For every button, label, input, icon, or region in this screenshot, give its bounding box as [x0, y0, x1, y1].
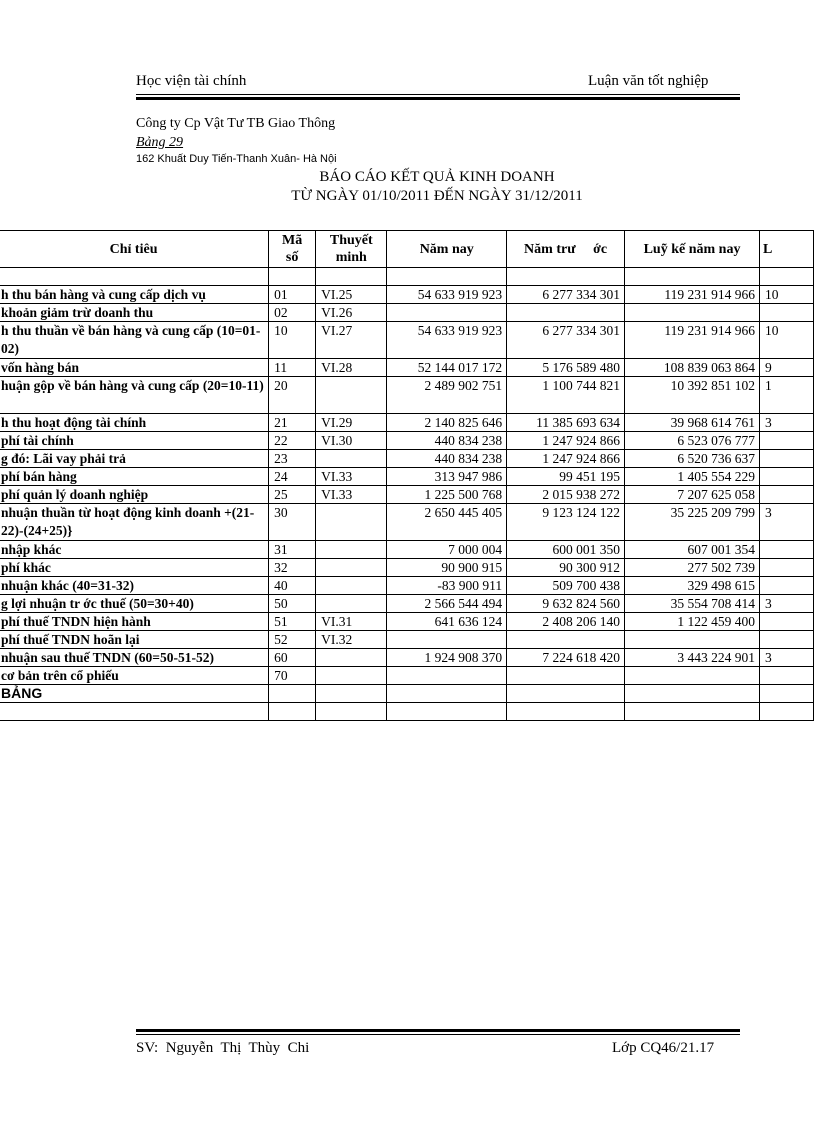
table-row [0, 649, 814, 667]
table-row [0, 595, 814, 613]
row-this-year: 2 566 544 494 [387, 595, 507, 613]
row-cumulative-last [760, 304, 814, 322]
row-label: phí khác [0, 559, 269, 577]
row-cumulative [625, 685, 760, 703]
row-this-year: 1 225 500 768 [387, 486, 507, 504]
row-code: 20 [269, 377, 316, 414]
row-cumulative-last [760, 613, 814, 631]
row-note [316, 504, 387, 541]
company-name: Công ty Cp Vật Tư TB Giao Thông [136, 116, 336, 131]
row-cumulative-last: 3 [760, 595, 814, 613]
row-this-year: 313 947 986 [387, 468, 507, 486]
row-note [316, 703, 387, 721]
row-label: phí thuế TNDN hoãn lại [0, 631, 269, 649]
row-cumulative [625, 667, 760, 685]
row-cumulative: 277 502 739 [625, 559, 760, 577]
row-note: VI.28 [316, 359, 387, 377]
row-last-year: 1 100 744 821 [507, 377, 625, 414]
row-last-year [507, 631, 625, 649]
row-cumulative: 329 498 615 [625, 577, 760, 595]
report-period: TỪ NGÀY 01/10/2011 ĐẾN NGÀY 31/12/2011 [291, 188, 583, 204]
row-cumulative: 6 523 076 777 [625, 432, 760, 450]
footer-class: Lớp CQ46/21.17 [612, 1040, 715, 1056]
row-code: 02 [269, 304, 316, 322]
table-row [0, 613, 814, 631]
row-cumulative: 10 392 851 102 [625, 377, 760, 414]
table-row [0, 322, 814, 359]
row-note [316, 577, 387, 595]
row-last-year: 1 247 924 866 [507, 432, 625, 450]
row-last-year [507, 304, 625, 322]
row-code [269, 685, 316, 703]
table-row [0, 703, 814, 721]
row-label: khoản giảm trừ doanh thu [0, 304, 269, 322]
row-label: nhuận sau thuế TNDN (60=50-51-52) [0, 649, 269, 667]
row-this-year: 440 834 238 [387, 432, 507, 450]
row-label [0, 268, 269, 286]
row-code: 40 [269, 577, 316, 595]
row-cumulative-last [760, 541, 814, 559]
row-cumulative-last [760, 559, 814, 577]
row-this-year [387, 304, 507, 322]
row-cumulative [625, 631, 760, 649]
row-last-year: 99 451 195 [507, 468, 625, 486]
row-this-year: 440 834 238 [387, 450, 507, 468]
row-last-year: 90 300 912 [507, 559, 625, 577]
footer-student: SV: Nguyễn Thị Thùy Chi [136, 1040, 310, 1056]
row-code [269, 703, 316, 721]
row-note [316, 377, 387, 414]
row-cumulative-last [760, 631, 814, 649]
table-row [0, 667, 814, 685]
row-code: 22 [269, 432, 316, 450]
row-code: 51 [269, 613, 316, 631]
row-label: phí thuế TNDN hiện hành [0, 613, 269, 631]
row-cumulative-last [760, 685, 814, 703]
row-label: nhuận thuần từ hoạt động kinh doanh +(21-22)-(24+25)} [0, 504, 269, 541]
col-header-last-year: Năm trư ớc [507, 231, 625, 268]
row-cumulative-last [760, 577, 814, 595]
row-label: phí tài chính [0, 432, 269, 450]
row-note [316, 450, 387, 468]
row-last-year: 509 700 438 [507, 577, 625, 595]
row-note [316, 649, 387, 667]
row-this-year: 90 900 915 [387, 559, 507, 577]
row-cumulative-last: 3 [760, 649, 814, 667]
row-last-year: 9 632 824 560 [507, 595, 625, 613]
row-cumulative [625, 304, 760, 322]
row-this-year [387, 631, 507, 649]
row-note: VI.26 [316, 304, 387, 322]
row-cumulative-last [760, 486, 814, 504]
row-note: VI.30 [316, 432, 387, 450]
table-row [0, 631, 814, 649]
report-title: BÁO CÁO KẾT QUẢ KINH DOANH [319, 169, 555, 185]
row-this-year: 2 489 902 751 [387, 377, 507, 414]
row-this-year: -83 900 911 [387, 577, 507, 595]
col-header-cumulative-last: L [760, 231, 814, 268]
row-cumulative-last: 10 [760, 322, 814, 359]
row-last-year [507, 685, 625, 703]
row-this-year [387, 667, 507, 685]
row-cumulative: 1 405 554 229 [625, 468, 760, 486]
row-code: 50 [269, 595, 316, 613]
row-note [316, 268, 387, 286]
row-note [316, 667, 387, 685]
row-label [0, 703, 269, 721]
row-this-year: 7 000 004 [387, 541, 507, 559]
header-thesis: Luận văn tốt nghiệp [588, 73, 709, 89]
company-address: 162 Khuất Duy Tiến-Thanh Xuân- Hà Nội [136, 153, 337, 165]
row-note: VI.29 [316, 414, 387, 432]
row-cumulative: 39 968 614 761 [625, 414, 760, 432]
row-last-year: 2 015 938 272 [507, 486, 625, 504]
row-cumulative-last: 3 [760, 504, 814, 541]
table-row [0, 685, 814, 703]
table-row [0, 559, 814, 577]
row-this-year: 2 650 445 405 [387, 504, 507, 541]
table-number: Bảng 29 [136, 135, 184, 150]
row-cumulative: 7 207 625 058 [625, 486, 760, 504]
row-label: h thu thuần về bán hàng và cung cấp (10=01-02) [0, 322, 269, 359]
row-this-year: 2 140 825 646 [387, 414, 507, 432]
row-last-year: 600 001 350 [507, 541, 625, 559]
footer-rule-thin [136, 1034, 740, 1035]
footer-rule-thick [136, 1029, 740, 1032]
row-cumulative-last [760, 703, 814, 721]
header-rule-thin [136, 94, 740, 95]
table-row [0, 286, 814, 304]
row-code: 30 [269, 504, 316, 541]
row-label: nhập khác [0, 541, 269, 559]
row-label: phí bán hàng [0, 468, 269, 486]
row-label: h thu bán hàng và cung cấp dịch vụ [0, 286, 269, 304]
row-cumulative [625, 268, 760, 286]
row-cumulative: 108 839 063 864 [625, 359, 760, 377]
row-this-year: 641 636 124 [387, 613, 507, 631]
row-label: g lợi nhuận tr ớc thuế (50=30+40) [0, 595, 269, 613]
row-this-year: 54 633 919 923 [387, 322, 507, 359]
table-row [0, 541, 814, 559]
row-code: 70 [269, 667, 316, 685]
row-cumulative: 3 443 224 901 [625, 649, 760, 667]
row-last-year: 5 176 589 480 [507, 359, 625, 377]
col-header-code: Mã số [269, 231, 316, 268]
row-cumulative [625, 703, 760, 721]
row-cumulative: 1 122 459 400 [625, 613, 760, 631]
row-code: 60 [269, 649, 316, 667]
col-header-this-year: Năm nay [387, 231, 507, 268]
row-cumulative: 35 554 708 414 [625, 595, 760, 613]
table-row [0, 377, 814, 414]
row-this-year: 52 144 017 172 [387, 359, 507, 377]
table-row [0, 268, 814, 286]
row-label: phí quản lý doanh nghiệp [0, 486, 269, 504]
row-cumulative: 35 225 209 799 [625, 504, 760, 541]
row-label: vốn hàng bán [0, 359, 269, 377]
row-cumulative-last [760, 268, 814, 286]
row-last-year: 7 224 618 420 [507, 649, 625, 667]
row-label: cơ bản trên cổ phiếu [0, 667, 269, 685]
row-this-year [387, 268, 507, 286]
row-cumulative-last: 3 [760, 414, 814, 432]
col-header-name: Chỉ tiêu [0, 231, 269, 268]
header-rule-thick [136, 97, 740, 100]
row-note [316, 559, 387, 577]
table-row [0, 414, 814, 432]
row-cumulative: 119 231 914 966 [625, 322, 760, 359]
row-note: VI.33 [316, 486, 387, 504]
row-code: 31 [269, 541, 316, 559]
table-row [0, 450, 814, 468]
table-row [0, 432, 814, 450]
row-code: 52 [269, 631, 316, 649]
row-this-year: 54 633 919 923 [387, 286, 507, 304]
row-last-year: 11 385 693 634 [507, 414, 625, 432]
table-row [0, 304, 814, 322]
row-last-year [507, 703, 625, 721]
row-label: nhuận khác (40=31-32) [0, 577, 269, 595]
header-institution: Học viện tài chính [136, 73, 247, 89]
row-last-year: 6 277 334 301 [507, 322, 625, 359]
row-code: 24 [269, 468, 316, 486]
row-code: 10 [269, 322, 316, 359]
row-cumulative-last: 1 [760, 377, 814, 414]
row-note [316, 595, 387, 613]
row-cumulative-last: 9 [760, 359, 814, 377]
row-code: 01 [269, 286, 316, 304]
row-cumulative-last [760, 432, 814, 450]
row-code: 25 [269, 486, 316, 504]
income-statement-table [0, 230, 814, 721]
table-row [0, 504, 814, 541]
row-note: VI.27 [316, 322, 387, 359]
row-note [316, 685, 387, 703]
row-last-year: 9 123 124 122 [507, 504, 625, 541]
row-label: h thu hoạt động tài chính [0, 414, 269, 432]
row-note: VI.25 [316, 286, 387, 304]
row-label: huận gộp về bán hàng và cung cấp (20=10-11) [0, 377, 269, 414]
col-header-note: Thuyết minh [316, 231, 387, 268]
row-code: 11 [269, 359, 316, 377]
row-note [316, 541, 387, 559]
row-code: 23 [269, 450, 316, 468]
table-row [0, 577, 814, 595]
row-this-year [387, 703, 507, 721]
row-last-year: 2 408 206 140 [507, 613, 625, 631]
row-label: g đó: Lãi vay phải trả [0, 450, 269, 468]
row-last-year [507, 667, 625, 685]
row-last-year: 1 247 924 866 [507, 450, 625, 468]
table-row [0, 486, 814, 504]
row-code [269, 268, 316, 286]
row-label: BẢNG [0, 685, 269, 703]
row-code: 32 [269, 559, 316, 577]
row-note: VI.31 [316, 613, 387, 631]
row-code: 21 [269, 414, 316, 432]
table-row [0, 359, 814, 377]
row-cumulative-last [760, 450, 814, 468]
row-cumulative: 6 520 736 637 [625, 450, 760, 468]
row-cumulative: 119 231 914 966 [625, 286, 760, 304]
row-cumulative-last: 10 [760, 286, 814, 304]
row-last-year [507, 268, 625, 286]
row-note: VI.33 [316, 468, 387, 486]
row-this-year [387, 685, 507, 703]
row-note: VI.32 [316, 631, 387, 649]
row-last-year: 6 277 334 301 [507, 286, 625, 304]
row-cumulative-last [760, 667, 814, 685]
col-header-cumulative: Luỹ kế năm nay [625, 231, 760, 268]
row-this-year: 1 924 908 370 [387, 649, 507, 667]
row-cumulative-last [760, 468, 814, 486]
row-cumulative: 607 001 354 [625, 541, 760, 559]
table-row [0, 468, 814, 486]
